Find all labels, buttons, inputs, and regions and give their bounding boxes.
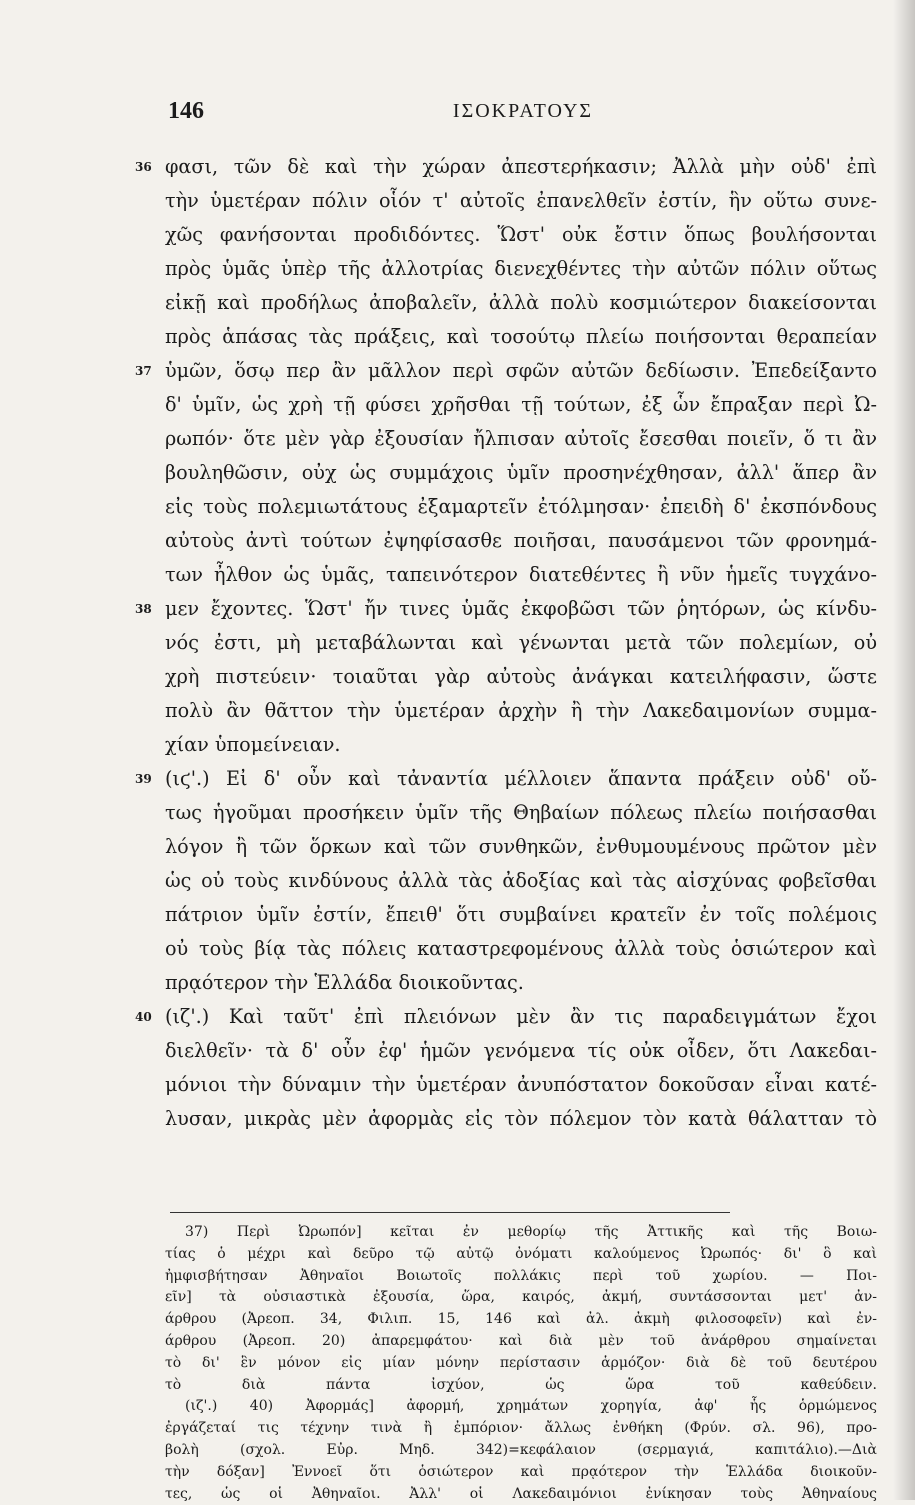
text-line bbox=[165, 320, 877, 354]
text-line bbox=[165, 864, 877, 898]
line-text: εἰς τοὺς πολεμιωτάτους ἐξαμαρτεῖν ἐτόλμησαν· ἐπειδὴ δ' ἐκσπόνδους bbox=[165, 495, 877, 518]
footnote-line: ἐργάζεταί τις τέχνην τινὰ ἢ ἐμπόριον· ἄλλως ἐνθήκη (Φρύν. σλ. 96), προ- bbox=[165, 1420, 877, 1437]
line-text: πρὸς ἁπάσας τὰς πράξεις, καὶ τοσούτῳ πλείω ποιήσονται θεραπείαν bbox=[165, 325, 877, 348]
line-text: πρᾳότερον τὴν Ἑλλάδα διοικοῦντας. bbox=[165, 971, 524, 994]
text-line bbox=[165, 422, 877, 456]
footnote-rule bbox=[170, 1212, 730, 1213]
text-line bbox=[165, 218, 877, 252]
line-text: δ' ὑμῖν, ὡς χρὴ τῇ φύσει χρῆσθαι τῇ τούτων, ἐξ ὧν ἔπραξαν περὶ Ὠ- bbox=[165, 393, 877, 416]
text-line bbox=[165, 184, 877, 218]
footnote-line: εῖν] τὰ οὐσιαστικὰ ἐξουσία, ὥρα, καιρός, ἀκμή, συντάσσονται μετ' ἀν- bbox=[165, 1289, 877, 1306]
text-line bbox=[165, 252, 877, 286]
line-text: μόνιοι τὴν δύναμιν τὴν ὑμετέραν ἀνυπόστατον δοκοῦσαν εἶναι κατέ- bbox=[165, 1073, 877, 1096]
text-line bbox=[135, 150, 877, 184]
line-text: (ιζ'.) Καὶ ταῦτ' ἐπὶ πλειόνων μὲν ἂν τις παραδειγμάτων ἔχοι bbox=[165, 1005, 877, 1028]
footnote-line: 37) Περὶ Ὠρωπόν] κεῖται ἐν μεθορίῳ τῆς Ἀττικῆς καὶ τῆς Βοιω- bbox=[185, 1224, 877, 1240]
section-number: 37 bbox=[135, 364, 152, 378]
line-text: των ἦλθον ὡς ὑμᾶς, ταπεινότερον διατεθέντες ἢ νῦν ἡμεῖς τυγχάνο- bbox=[165, 563, 877, 586]
text-line bbox=[165, 1034, 877, 1068]
footnote-line: τὸ δι' ἓν μόνον εἰς μίαν μόνην περίστασιν ἁρμόζον· διὰ δὲ τοῦ δευτέρου bbox=[165, 1354, 877, 1371]
text-line bbox=[135, 1000, 877, 1034]
line-text: ὡς οὐ τοὺς κινδύνους ἀλλὰ τὰς ἀδοξίας καὶ τὰς αἰσχύνας φοβεῖσθαι bbox=[165, 869, 877, 892]
text-line bbox=[165, 524, 877, 558]
text-line bbox=[165, 456, 877, 490]
section-number: 36 bbox=[135, 160, 152, 174]
page-number: 146 bbox=[168, 98, 204, 124]
line-text: λυσαν, μικρὰς μὲν ἀφορμὰς εἰς τὸν πόλεμον τὸν κατὰ θάλατταν τὸ bbox=[165, 1107, 877, 1130]
text-line bbox=[165, 898, 877, 932]
text-line bbox=[165, 728, 877, 762]
text-line bbox=[165, 626, 877, 660]
line-text: οὐ τοὺς βίᾳ τὰς πόλεις καταστρεφομένους ἀλλὰ τοὺς ὁσιώτερον καὶ bbox=[165, 937, 877, 960]
line-text: διελθεῖν· τὰ δ' οὖν ἐφ' ἡμῶν γενόμενα τίς οὐκ οἶδεν, ὅτι Λακεδαι- bbox=[165, 1039, 877, 1062]
section-number: 38 bbox=[135, 602, 152, 616]
footnote-line: (ιζ'.) 40) Ἀφορμάς] ἀφορμή, χρημάτων χορηγία, ἀφ' ἧς ὁρμώμενος bbox=[185, 1398, 877, 1415]
text-line bbox=[135, 354, 877, 388]
line-text: λόγον ἢ τῶν ὅρκων καὶ τῶν συνθηκῶν, ἐνθυμουμένους πρῶτον μὲν bbox=[165, 835, 877, 858]
line-text: πρὸς ὑμᾶς ὑπὲρ τῆς ἀλλοτρίας διενεχθέντες τὴν αὐτῶν πόλιν οὕτως bbox=[165, 257, 877, 280]
footnote-line: άρθρου (Ἀρεοπ. 20) ἀπαρεμφάτου· καὶ διὰ μὲν τοῦ ἀνάρθρου σημαίνεται bbox=[165, 1332, 877, 1349]
line-text: τὴν ὑμετέραν πόλιν οἷόν τ' αὐτοῖς ἐπανελθεῖν ἐστίν, ἣν οὕτω συνε- bbox=[165, 189, 877, 212]
footnote-line: τὸ διὰ πάντα ἰσχύον, ὡς ὥρα τοῦ καθεύδειν. bbox=[165, 1376, 877, 1393]
running-head: ΙΣΟΚΡΑΤΟΥΣ bbox=[452, 100, 594, 122]
page-binding-shadow bbox=[893, 0, 915, 1500]
line-text: αὐτοὺς ἀντὶ τούτων ἐψηφίσασθε ποιῆσαι, παυσάμενοι τῶν φρονημά- bbox=[165, 529, 877, 552]
text-line bbox=[165, 796, 877, 830]
page-header bbox=[168, 98, 878, 132]
footnote-line: τες, ὡς οἱ Ἀθηναῖοι. Ἀλλ' οἱ Λακεδαιμόνιοι ἐνίκησαν τοὺς Ἀθηναίους bbox=[165, 1485, 877, 1502]
text-line bbox=[135, 592, 877, 626]
text-line bbox=[165, 558, 877, 592]
footnote-line: βολὴ (σχολ. Εὐρ. Μηδ. 342)=κεφάλαιον (σερμαγιά, καπιτάλιο).—Διὰ bbox=[165, 1441, 877, 1458]
text-line bbox=[165, 490, 877, 524]
line-text: εἰκῇ καὶ προδήλως ἀποβαλεῖν, ἀλλὰ πολὺ κοσμιώτερον διακείσονται bbox=[165, 291, 877, 314]
line-text: τως ἡγοῦμαι προσήκειν ὑμῖν τῆς Θηβαίων πόλεως πλείω ποιήσασθαι bbox=[165, 801, 877, 824]
text-line bbox=[165, 932, 877, 966]
text-line bbox=[135, 762, 877, 796]
footnote-line: άρθρου (Ἀρεοπ. 34, Φιλιπ. 15, 146 καὶ ἀλ. ἀκμὴ φιλοσοφεῖν) καὶ ἐν- bbox=[165, 1311, 877, 1328]
footnote-line: τίας ὁ μέχρι καὶ δεῦρο τῷ αὐτῷ ὀνόματι καλούμενος Ὠρωπός· δι' ὃ καὶ bbox=[165, 1245, 877, 1262]
text-line bbox=[165, 660, 877, 694]
line-text: μεν ἔχοντες. Ὥστ' ἤν τινες ὑμᾶς ἐκφοβῶσι τῶν ῥητόρων, ὡς κίνδυ- bbox=[165, 597, 877, 620]
section-number: 39 bbox=[135, 772, 152, 786]
line-text: χῶς φανήσονται προδιδόντες. Ὥστ' οὐκ ἔστιν ὅπως βουλήσονται bbox=[165, 223, 877, 246]
line-text: φασι, τῶν δὲ καὶ τὴν χώραν ἀπεστερήκασιν; Ἀλλὰ μὴν οὐδ' ἐπὶ bbox=[165, 155, 877, 178]
line-text: πάτριον ὑμῖν ἐστίν, ἔπειθ' ὅτι συμβαίνει κρατεῖν ἐν τοῖς πολέμοις bbox=[165, 903, 877, 926]
line-text: νός ἐστι, μὴ μεταβάλωνται καὶ γένωνται μετὰ τῶν πολεμίων, οὐ bbox=[165, 631, 877, 654]
line-text: ὑμῶν, ὅσῳ περ ἂν μᾶλλον περὶ σφῶν αὐτῶν δεδίωσιν. Ἐπεδείξαντο bbox=[165, 359, 877, 382]
line-text: χρὴ πιστεύειν· τοιαῦται γὰρ αὐτοὺς ἀνάγκαι κατειλήφασιν, ὥστε bbox=[165, 665, 877, 688]
line-text: (ιϛ'.) Εἰ δ' οὖν καὶ τἀναντία μέλλοιεν ἅπαντα πράξειν οὐδ' οὔ- bbox=[165, 767, 877, 790]
line-text: πολὺ ἂν θᾶττον τὴν ὑμετέραν ἀρχὴν ἢ τὴν Λακεδαιμονίων συμμα- bbox=[165, 699, 877, 722]
text-line bbox=[165, 830, 877, 864]
text-line bbox=[165, 1068, 877, 1102]
line-text: ρωπόν· ὅτε μὲν γὰρ ἐξουσίαν ἤλπισαν αὐτοῖς ἔσεσθαι ποιεῖν, ὅ τι ἂν bbox=[165, 427, 877, 450]
footnote-line: τὴν δόξαν] Ἐννοεῖ ὅτι ὁσιώτερον καὶ πρᾳότερον τὴν Ἑλλάδα διοικοῦν- bbox=[165, 1463, 877, 1480]
line-text: βουληθῶσιν, οὐχ ὡς συμμάχοις ὑμῖν προσηνέχθησαν, ἀλλ' ἅπερ ἂν bbox=[165, 461, 877, 484]
text-line bbox=[165, 966, 877, 1000]
text-line bbox=[165, 388, 877, 422]
section-number: 40 bbox=[135, 1010, 152, 1024]
footnote-line: ἠμφισβήτησαν Ἀθηναῖοι Βοιωτοῖς πολλάκις περὶ τοῦ χωρίου. — Ποι- bbox=[165, 1267, 877, 1284]
footnotes bbox=[165, 1222, 877, 1505]
text-line bbox=[165, 694, 877, 728]
main-text bbox=[135, 150, 877, 1136]
text-line bbox=[165, 286, 877, 320]
text-line bbox=[165, 1102, 877, 1136]
line-text: χίαν ὑπομείνειαν. bbox=[165, 733, 341, 756]
